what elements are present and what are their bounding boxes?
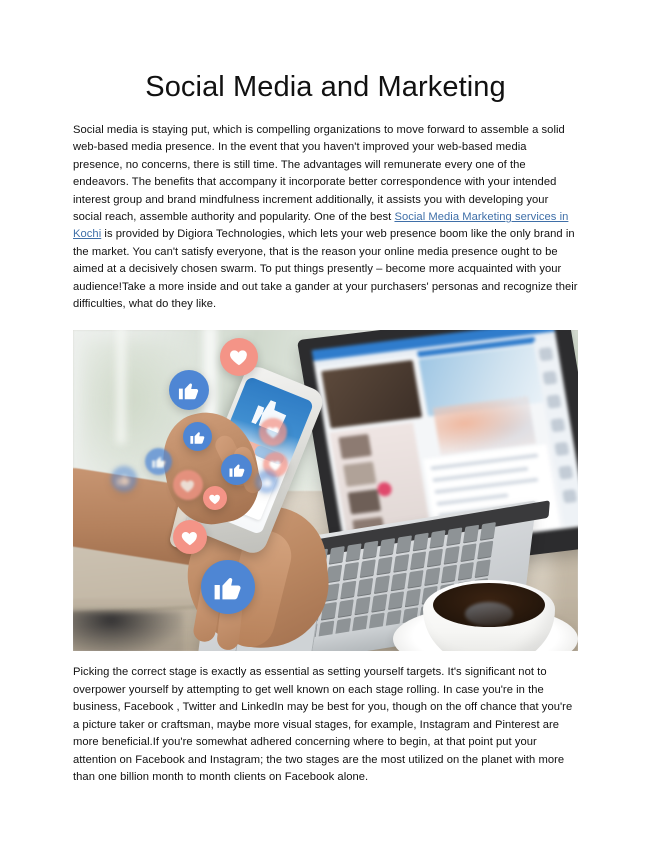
feed-contact-avatar [538, 347, 553, 361]
keyboard-key [388, 592, 405, 610]
keyboard-key [340, 581, 357, 599]
photo-window-frame-secondary [116, 330, 126, 444]
keyboard-key [390, 573, 407, 591]
keyboard-key [359, 560, 376, 578]
keyboard-key [474, 560, 491, 578]
closing-paragraph: Picking the correct stage is exactly as essential as setting yourself targets. It's significant not to overpower yourself by attempting to get well known on each stage rolling. In case you're in the business, Facebook , Twitter and LinkedIn may be best for you, though on the off chance that you're a picture taker or craftsman, maybe more visual stages, for example, Instagram and Pinterest are more beneficial.If you're somewhat adhered concerning where to begin, at that point put your attention on Facebook and Instagram; the two stages are the most utilized on the planet with more than one billion month to month clients on Facebook alone. [73, 666, 573, 783]
thumbs-up-glyph [260, 475, 273, 488]
thumbs-up-glyph [228, 461, 246, 479]
thumbs-up-glyph [116, 472, 131, 487]
keyboard-key [446, 528, 463, 546]
intro-text-after-link: is provided by Digiora Technologies, which lets your web presence boom like the only brand in the market. You can't satisfy everyone, that is the reason your online media presence ought to be aimed at a decisively chosen swarm. To put things presently – become more acquainted with your audience!Take a more inside and out take a gander at your purchasers' personas and recognize their difficulties, what do they like. [73, 228, 578, 311]
keyboard-key [354, 597, 371, 615]
thumbs-up-glyph [177, 379, 200, 402]
feed-contact-avatar [562, 489, 577, 503]
keyboard-key [393, 555, 410, 573]
heart-glyph [180, 528, 200, 548]
keyboard-key [412, 533, 429, 551]
keyboard-key [407, 571, 424, 589]
keyboard-key [374, 576, 391, 594]
social-media-marketing-link[interactable]: Social Media Marketing services in Kochi [73, 211, 569, 241]
document-content [73, 0, 578, 786]
keyboard-key [343, 562, 360, 580]
page-title: Social Media and Marketing [145, 71, 506, 103]
thumbs-up-glyph [212, 572, 243, 603]
keyboard-key [329, 546, 346, 564]
keyboard-key [463, 525, 480, 543]
keyboard-key [424, 568, 441, 586]
keyboard-key [460, 544, 477, 562]
keyboard-key [457, 563, 474, 581]
keyboard-key [337, 600, 354, 618]
keyboard-key [441, 565, 458, 583]
feed-contact-avatar [550, 418, 565, 432]
keyboard-key [443, 547, 460, 565]
feed-contact-avatar [558, 466, 573, 480]
keyboard-key [345, 544, 362, 562]
heart-glyph [179, 477, 196, 494]
feed-thumbnail [343, 462, 376, 487]
intro-text-before-link: Social media is staying put, which is compelling organizations to move forward to assemble a solid web-based media presence. In the event that you haven't improved your web-based media presence, no concerns, there is still time. The advantages will remunerate every one of the endeavors. The benefits that accompany it incorporate better correspondence with your intended interest group and brand mindfulness increment additionally, it assists you with developing your social reach, assemble authority and popularity. One of the best [73, 124, 565, 224]
feed-hero-image [321, 360, 422, 428]
feed-text-line [434, 478, 538, 495]
keyboard-key [376, 557, 393, 575]
keyboard-key [379, 538, 396, 556]
feed-contact-avatar [554, 442, 569, 456]
keyboard-key [371, 595, 388, 613]
feed-contact-avatar [546, 395, 561, 409]
keyboard-key [410, 552, 427, 570]
keyboard-key [429, 530, 446, 548]
thumbs-up-glyph [151, 454, 167, 470]
social-media-photo [73, 330, 578, 651]
feed-thumbnail [348, 490, 381, 515]
chair-shape [73, 611, 183, 651]
feed-thumbnail [338, 434, 371, 459]
keyboard-key [426, 549, 443, 567]
keyboard-key [396, 536, 413, 554]
keyboard-key [479, 523, 496, 541]
heart-glyph [265, 424, 281, 440]
feed-contact-avatar [542, 371, 557, 385]
keyboard-key [477, 541, 494, 559]
keyboard-key [357, 579, 374, 597]
keyboard-key [362, 541, 379, 559]
intro-paragraph [73, 104, 578, 313]
heart-glyph [208, 492, 222, 506]
keyboard-key [404, 589, 421, 607]
thumbs-up-glyph [189, 429, 206, 446]
heart-glyph [228, 346, 250, 368]
feed-text-line [436, 494, 508, 507]
